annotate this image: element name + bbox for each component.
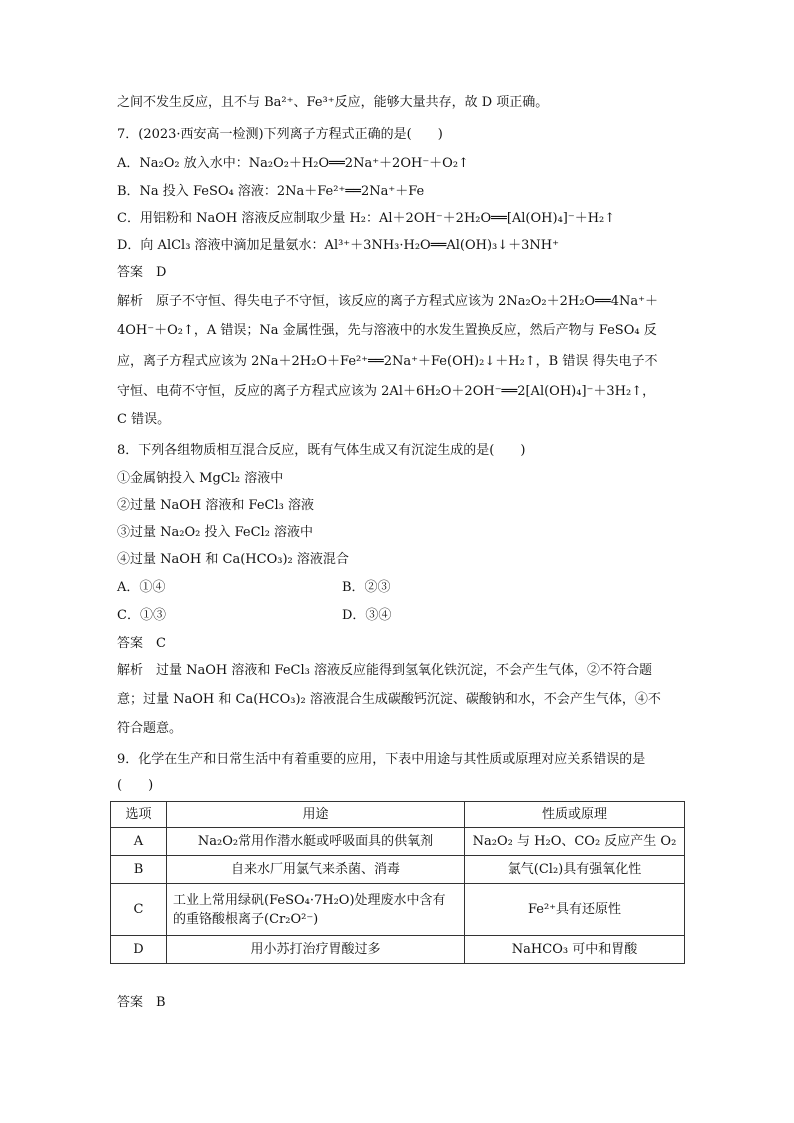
- table-header-row: [111, 802, 685, 828]
- table-cell: A: [111, 828, 167, 856]
- table-cell: 工业上常用绿矾(FeSO₄·7H₂O)处理废水中含有的重铬酸根离子(Cr₂O²⁻): [167, 884, 465, 936]
- table-header-cell: 用途: [167, 802, 465, 828]
- q8-explanation-line-3: 符合题意。: [117, 721, 183, 736]
- table-cell: 用小苏打治疗胃酸过多: [167, 936, 465, 964]
- q8-item-2: ②过量 NaOH 溶液和 FeCl₃ 溶液: [117, 498, 314, 513]
- table-row: [111, 884, 685, 936]
- q8-option-d: D．③④: [342, 608, 392, 623]
- q8-option-b: B．②③: [342, 580, 391, 595]
- q9-table: [110, 801, 685, 964]
- table-cell: Fe²⁺具有还原性: [465, 884, 685, 936]
- q7-explanation-line-1: 解析 原子不守恒、得失电子不守恒，该反应的离子方程式应该为 2Na₂O₂＋2H₂O══4Na⁺＋: [117, 294, 658, 309]
- q7-option-c: C．用铝粉和 NaOH 溶液反应制取少量 H₂：Al＋2OH⁻＋2H₂O══[Al(OH)₄]⁻＋H₂↑: [117, 211, 616, 226]
- q7-option-a: A．Na₂O₂ 放入水中：Na₂O₂＋H₂O══2Na⁺＋2OH⁻＋O₂↑: [117, 156, 469, 171]
- q7-explanation-line-5: C 错误。: [117, 412, 171, 427]
- table-cell: Na₂O₂ 与 H₂O、CO₂ 反应产生 O₂: [465, 828, 685, 856]
- q8-explanation-line-1: 解析 过量 NaOH 溶液和 FeCl₃ 溶液反应能得到氢氧化铁沉淀，不会产生气体，②不符合题: [117, 663, 652, 678]
- table-cell: B: [111, 856, 167, 884]
- q8-stem: 8．下列各组物质相互混合反应，既有气体生成又有沉淀生成的是( ): [117, 443, 526, 458]
- q7-explanation-line-3: 应，离子方程式应该为 2Na＋2H₂O＋Fe²⁺══2Na⁺＋Fe(OH)₂↓＋H₂↑，B 错误 得失电子不: [117, 354, 658, 369]
- q8-item-3: ③过量 Na₂O₂ 投入 FeCl₂ 溶液中: [117, 525, 314, 540]
- q8-option-a: A．①④: [117, 580, 166, 595]
- q8-explanation-line-2: 意；过量 NaOH 和 Ca(HCO₃)₂ 溶液混合生成碳酸钙沉淀、碳酸钠和水，不会产生气体，④不: [117, 692, 661, 707]
- q9-blank: ( ): [117, 778, 154, 793]
- q7-option-b: B．Na 投入 FeSO₄ 溶液：2Na＋Fe²⁺══2Na⁺＋Fe: [117, 184, 425, 199]
- table-cell: Na₂O₂常用作潜水艇或呼吸面具的供氧剂: [167, 828, 465, 856]
- q9-stem: 9．化学在生产和日常生活中有着重要的应用，下表中用途与其性质或原理对应关系错误的是: [117, 752, 646, 767]
- q7-stem: 7．(2023·西安高一检测)下列离子方程式正确的是( ): [117, 127, 443, 142]
- q8-item-1: ①金属钠投入 MgCl₂ 溶液中: [117, 471, 284, 486]
- q8-answer: 答案 C: [117, 636, 166, 651]
- q7-explanation-line-4: 守恒、电荷不守恒，反应的离子方程式应该为 2Al＋6H₂O＋2OH⁻══2[Al(OH)₄]⁻＋3H₂↑，: [117, 384, 656, 399]
- q6-explanation-end: 之间不发生反应，且不与 Ba²⁺、Fe³⁺反应，能够大量共存，故 D 项正确。: [117, 95, 549, 110]
- table-cell: 氯气(Cl₂)具有强氧化性: [465, 856, 685, 884]
- table-row: [111, 856, 685, 884]
- q7-answer: 答案 D: [117, 265, 167, 280]
- table-cell: D: [111, 936, 167, 964]
- q7-option-d: D．向 AlCl₃ 溶液中滴加足量氨水：Al³⁺＋3NH₃·H₂O══Al(OH)₃↓＋3NH⁺: [117, 238, 559, 253]
- table-cell: NaHCO₃ 可中和胃酸: [465, 936, 685, 964]
- table-cell: C: [111, 884, 167, 936]
- table-header-cell: 选项: [111, 802, 167, 828]
- q7-explanation-line-2: 4OH⁻＋O₂↑，A 错误；Na 金属性强，先与溶液中的水发生置换反应，然后产物与 FeSO₄ 反: [117, 323, 657, 338]
- q8-item-4: ④过量 NaOH 和 Ca(HCO₃)₂ 溶液混合: [117, 552, 349, 567]
- table-row: [111, 828, 685, 856]
- table-row: [111, 936, 685, 964]
- q8-option-c: C．①③: [117, 608, 166, 623]
- table-header-cell: 性质或原理: [465, 802, 685, 828]
- q9-answer: 答案 B: [117, 995, 166, 1010]
- table-cell: 自来水厂用氯气来杀菌、消毒: [167, 856, 465, 884]
